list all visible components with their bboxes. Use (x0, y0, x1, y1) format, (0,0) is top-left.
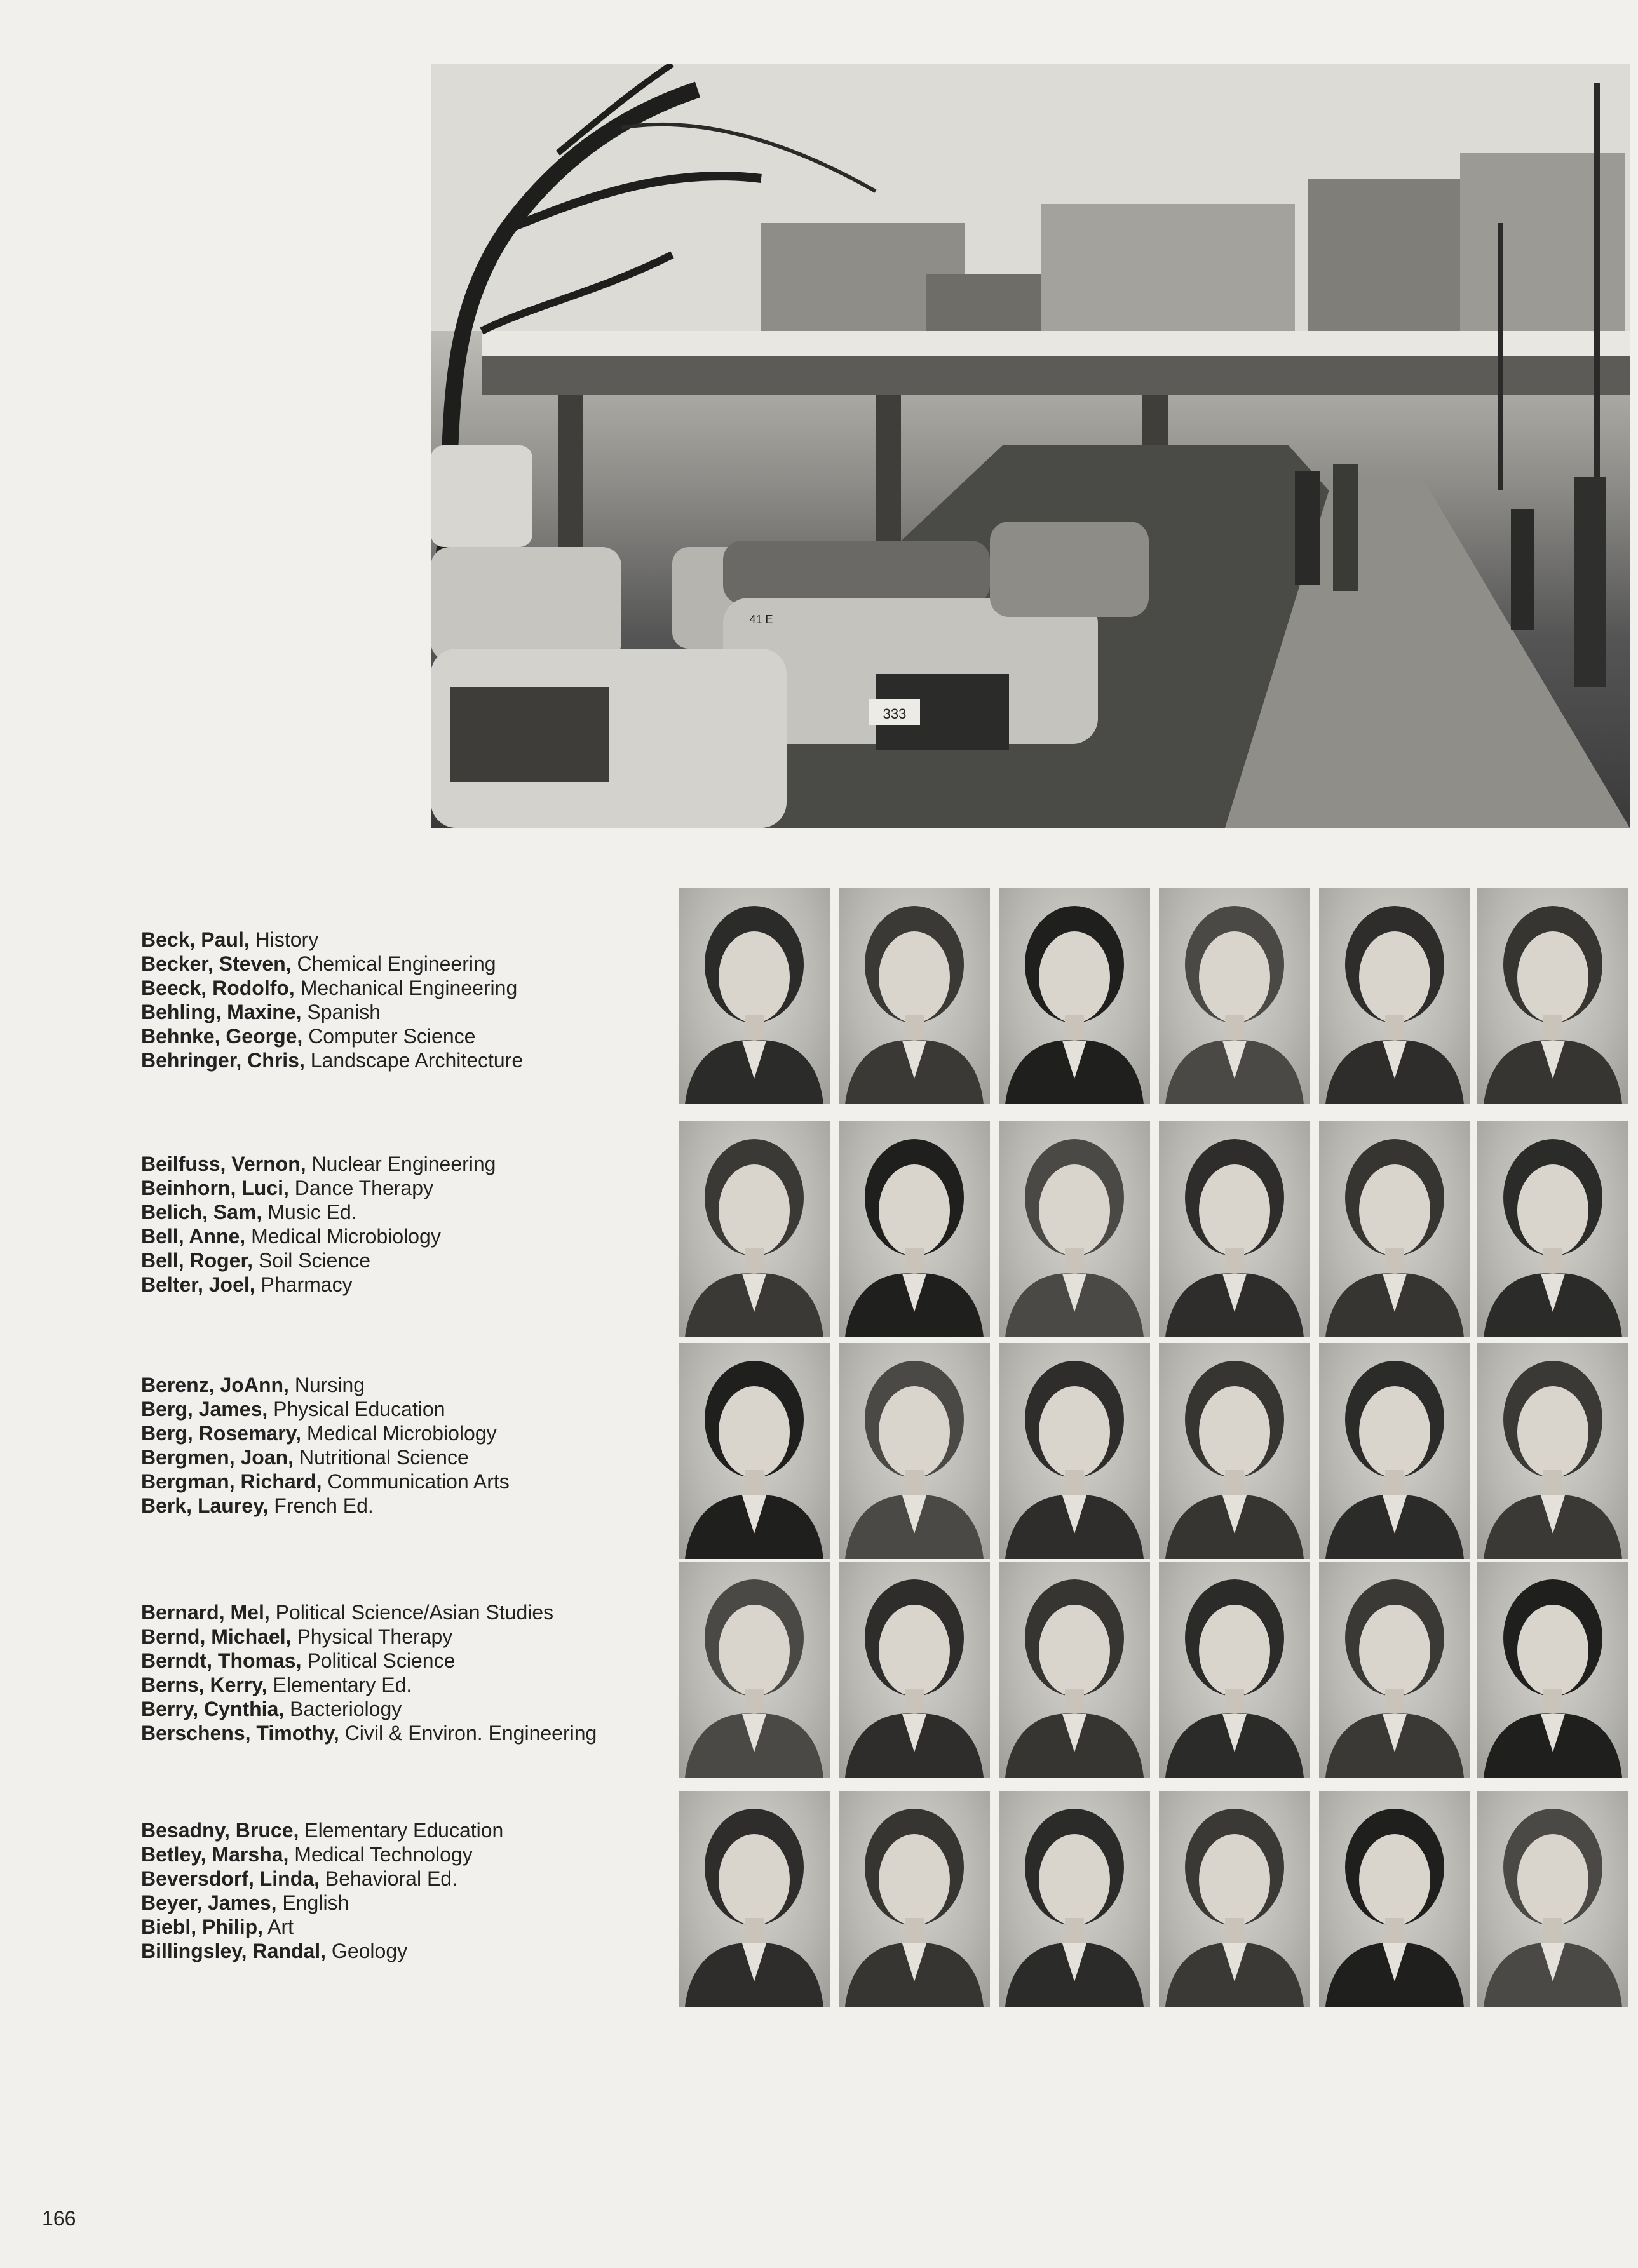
student-portrait (1319, 1343, 1470, 1559)
student-portrait (1159, 1791, 1310, 2007)
name-entry: Berns, Kerry, Elementary Ed. (141, 1673, 412, 1696)
name-entry: Belter, Joel, Pharmacy (141, 1273, 353, 1296)
street-scene-illustration (431, 64, 1630, 828)
name-entry: Behnke, George, Computer Science (141, 1025, 476, 1048)
student-portrait (1159, 1343, 1310, 1559)
student-portrait (1159, 1121, 1310, 1337)
name-entry: Beyer, James, English (141, 1891, 349, 1914)
license-plate-2: 41 E (749, 613, 773, 626)
names-group-4 (141, 1600, 597, 1745)
student-portrait (999, 888, 1150, 1104)
name-entry: Berk, Laurey, French Ed. (141, 1494, 374, 1517)
student-portrait (999, 1791, 1150, 2007)
student-portrait (1477, 1343, 1628, 1559)
names-group-5 (141, 1818, 503, 1963)
student-portrait (679, 1791, 830, 2007)
student-portrait (1319, 1791, 1470, 2007)
student-portrait (1159, 1562, 1310, 1778)
name-entry: Biebl, Philip, Art (141, 1915, 294, 1938)
name-entry: Becker, Steven, Chemical Engineering (141, 952, 496, 975)
name-entry: Beilfuss, Vernon, Nuclear Engineering (141, 1152, 496, 1175)
portrait-row-4 (679, 1562, 1628, 1778)
name-entry: Behling, Maxine, Spanish (141, 1001, 381, 1023)
student-portrait (1477, 888, 1628, 1104)
student-portrait (999, 1121, 1150, 1337)
name-entry: Bell, Roger, Soil Science (141, 1249, 371, 1272)
student-portrait (679, 1562, 830, 1778)
name-entry: Behringer, Chris, Landscape Architecture (141, 1049, 524, 1072)
student-portrait (1319, 1121, 1470, 1337)
name-entry: Belich, Sam, Music Ed. (141, 1201, 357, 1224)
name-entry: Bergmen, Joan, Nutritional Science (141, 1446, 469, 1469)
student-portrait (839, 1791, 990, 2007)
names-group-3 (141, 1373, 510, 1518)
name-entry: Beversdorf, Linda, Behavioral Ed. (141, 1867, 457, 1890)
student-portrait (1477, 1121, 1628, 1337)
street-scene-photo (431, 64, 1630, 828)
name-entry: Berry, Cynthia, Bacteriology (141, 1698, 402, 1720)
name-entry: Berenz, JoAnn, Nursing (141, 1374, 365, 1396)
student-portrait (1159, 888, 1310, 1104)
name-entry: Beck, Paul, History (141, 928, 319, 951)
page-number: 166 (42, 2207, 76, 2230)
name-entry: Bernard, Mel, Political Science/Asian Studies (141, 1601, 554, 1624)
student-portrait (999, 1562, 1150, 1778)
name-entry: Bergman, Richard, Communication Arts (141, 1470, 510, 1493)
student-portrait (1477, 1562, 1628, 1778)
license-plate: 333 (883, 706, 907, 722)
names-group-1 (141, 928, 523, 1072)
portrait-row-2 (679, 1121, 1628, 1337)
student-portrait (1319, 888, 1470, 1104)
student-portrait (679, 1121, 830, 1337)
portrait-row-3 (679, 1343, 1628, 1559)
name-entry: Berg, Rosemary, Medical Microbiology (141, 1422, 497, 1445)
student-portrait (839, 888, 990, 1104)
student-portrait (999, 1343, 1150, 1559)
portrait-row-5 (679, 1791, 1628, 2007)
name-entry: Bernd, Michael, Physical Therapy (141, 1625, 453, 1648)
name-entry: Billingsley, Randal, Geology (141, 1940, 408, 1962)
student-portrait (1319, 1562, 1470, 1778)
name-entry: Berschens, Timothy, Civil & Environ. Engineering (141, 1722, 597, 1745)
name-entry: Berg, James, Physical Education (141, 1398, 445, 1421)
name-entry: Betley, Marsha, Medical Technology (141, 1843, 473, 1866)
names-group-2 (141, 1152, 496, 1297)
student-portrait (679, 888, 830, 1104)
portrait-row-1 (679, 888, 1628, 1104)
name-entry: Bell, Anne, Medical Microbiology (141, 1225, 441, 1248)
name-entry: Besadny, Bruce, Elementary Education (141, 1819, 504, 1842)
student-portrait (1477, 1791, 1628, 2007)
name-entry: Berndt, Thomas, Political Science (141, 1649, 456, 1672)
name-entry: Beinhorn, Luci, Dance Therapy (141, 1177, 433, 1199)
student-portrait (839, 1343, 990, 1559)
student-portrait (839, 1562, 990, 1778)
name-entry: Beeck, Rodolfo, Mechanical Engineering (141, 976, 518, 999)
student-portrait (839, 1121, 990, 1337)
student-portrait (679, 1343, 830, 1559)
